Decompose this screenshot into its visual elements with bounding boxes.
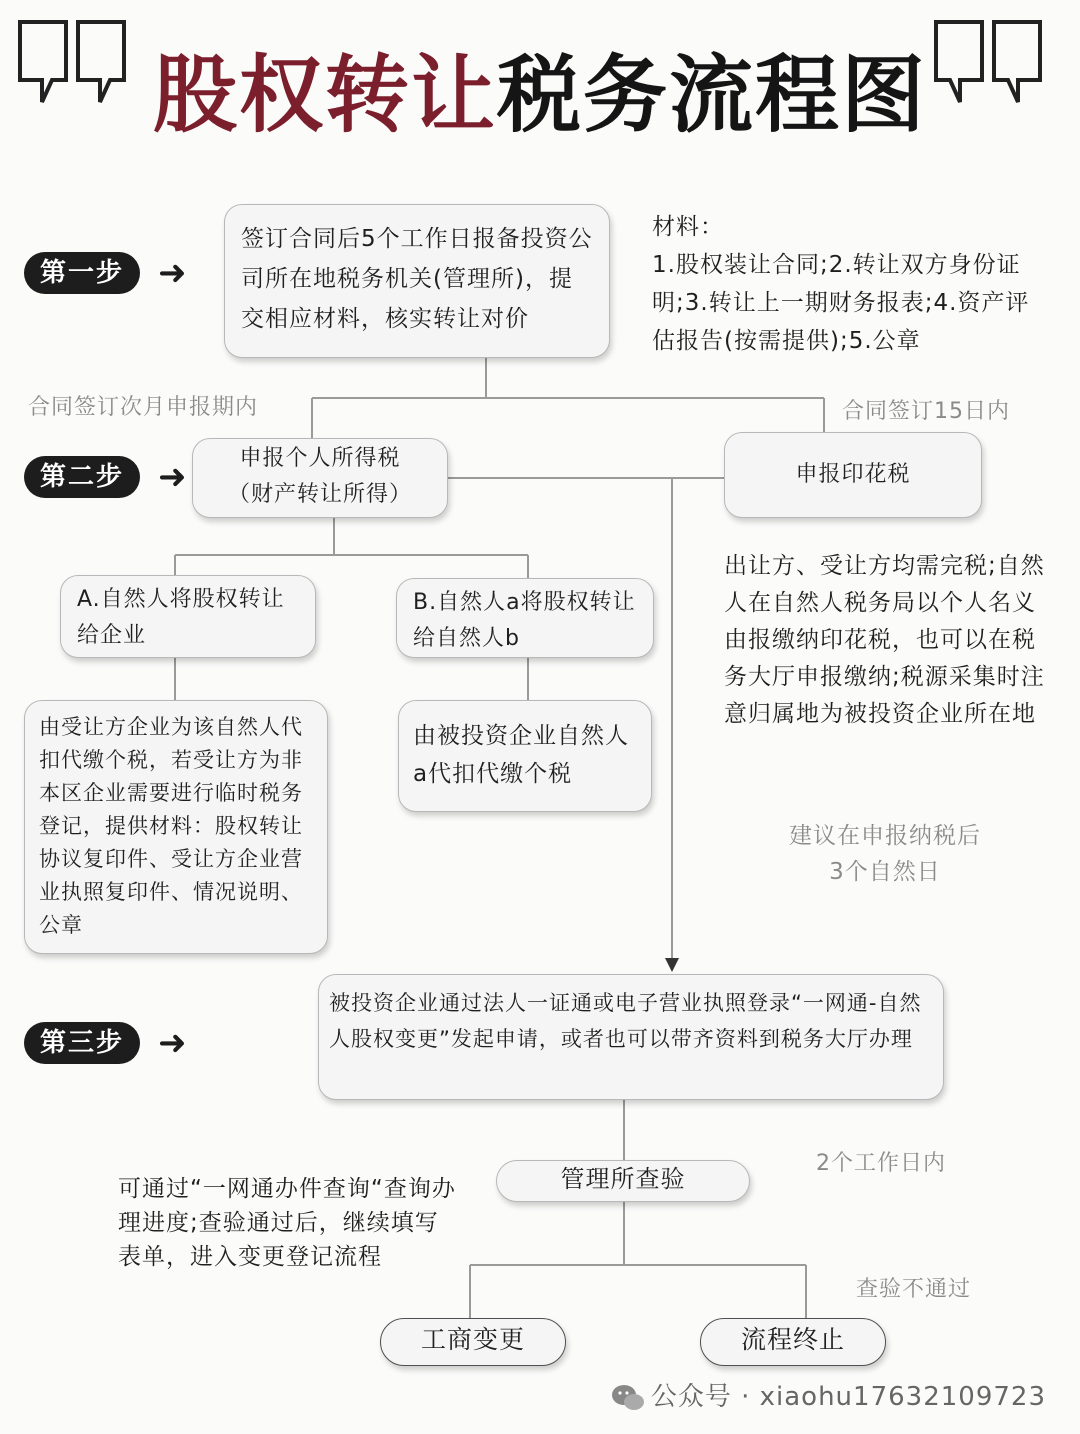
label-left-deadline: 合同签订次月申报期内 [28,395,259,420]
process-end-box: 流程终止 [700,1318,886,1366]
materials-body: 1.股权装让合同;2.转让双方身份证明;3.转让上一期财务报表;4.资产评估报告(按需提供);5.公章 [652,252,1030,354]
step1-box: 签订合同后5个工作日报备投资公司所在地税务机关(管理所)，提交相应材料，核实转让对价 [224,204,610,358]
progress-note: 可通过“一网通办件查询“查询办理进度;查验通过后，继续填写表单，进入变更登记流程 [118,1176,456,1270]
inspect-box: 管理所查验 [496,1160,750,1202]
title-part1: 股权转让 [152,46,497,144]
right-quote-decoration [932,18,1052,108]
label-two-days: 2个工作日内 [816,1151,946,1176]
step2-arrow-icon: ➜ [158,457,187,497]
branch-b-detail-box: 由被投资企业自然人a代扣代缴个税 [398,700,652,812]
watermark-text: 公众号 · xiaohu17632109723 [650,1382,1046,1412]
step3-badge: 第三步 [24,1022,140,1064]
page-title [130,40,950,150]
income-tax-line2: （财产转让所得） [227,482,412,507]
materials-note [652,208,1052,360]
branch-a-box: A.自然人将股权转让给企业 [60,575,316,658]
stamp-tax-box: 申报印花税 [724,432,982,518]
suggest-line1: 建议在申报纳税后 [789,823,981,849]
step3-box: 被投资企业通过法人一证通或电子营业执照登录“一网通-自然人股权变更”发起申请，或者也可以带齐资料到税务大厅办理 [318,974,944,1100]
materials-title: 材料： [652,214,724,240]
arrowhead [665,958,679,972]
label-fail: 查验不通过 [856,1277,972,1302]
step1-badge: 第一步 [24,252,140,294]
income-tax-line1: 申报个人所得税 [239,446,401,471]
watermark [611,1376,1046,1413]
suggest-line2: 3个自然日 [829,859,941,885]
branch-a-detail-box: 由受让方企业为该自然人代扣代缴个税，若受让方为非本区企业需要进行临时税务登记，提供材料：股权转让协议复印件、受让方企业营业执照复印件、情况说明、公章 [24,700,328,954]
income-tax-box [192,438,448,518]
suggest-note [770,818,1000,890]
stamp-tax-note: 出让方、受让方均需完税;自然人在自然人税务局以个人名义由报缴纳印花税，也可以在税务大厅申报缴纳;税源采集时注意归属地为被投资企业所在地 [724,553,1045,727]
step1-arrow-icon: ➜ [158,253,187,293]
business-change-box: 工商变更 [380,1318,566,1366]
title-part2: 税务流程图 [497,46,928,144]
label-right-deadline: 合同签订15日内 [842,399,1010,424]
wechat-icon [611,1383,645,1413]
left-quote-decoration [16,18,136,108]
step2-badge: 第二步 [24,456,140,498]
step3-arrow-icon: ➜ [158,1023,187,1063]
branch-b-box: B.自然人a将股权转让给自然人b [396,578,654,658]
